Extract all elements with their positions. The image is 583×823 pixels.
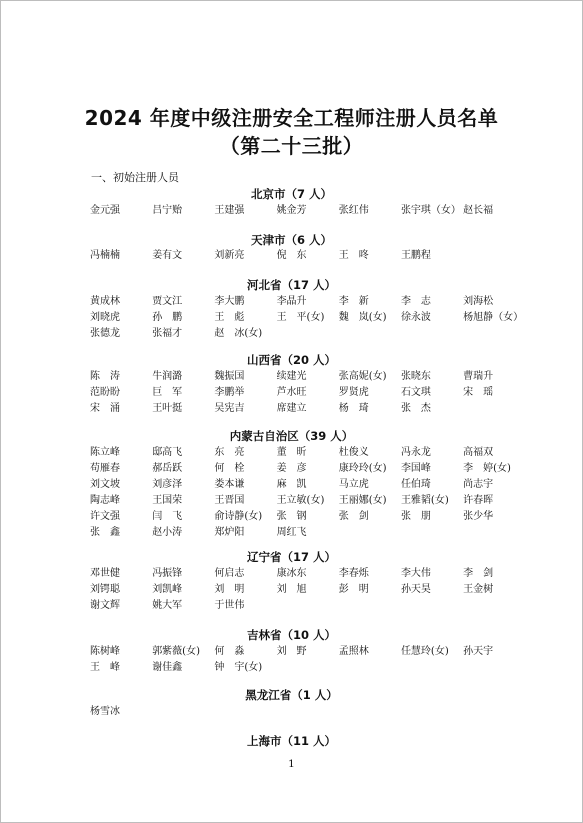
registrant-name: 陈树峰: [90, 646, 120, 657]
registrant-name: 张福才: [152, 328, 183, 339]
registrant-name: 尚志宇: [463, 479, 494, 490]
registrant-name: 高福双: [463, 447, 494, 458]
registrant-name: 陶志峰: [90, 495, 120, 506]
registrant-name: 何 栓: [214, 463, 245, 474]
registrant-name: 张宇琪（女）: [400, 205, 461, 216]
registrant-name: 刘 野: [276, 646, 307, 657]
region-title: 山西省（20 人）: [246, 353, 336, 367]
registrant-name: 何 淼: [214, 646, 245, 657]
names-grid: [90, 644, 540, 676]
registrant-name: 马立虎: [338, 479, 369, 490]
registrant-name: 何启志: [214, 568, 245, 579]
registrant-name: 席建立: [276, 403, 307, 414]
registrant-name: 张 剑: [338, 511, 369, 522]
registrant-name: 麻 凯: [276, 479, 307, 490]
registrant-name: 姜有文: [152, 250, 183, 261]
registrant-name: 范盼盼: [90, 387, 120, 398]
region-title: 内蒙古自治区（39 人）: [229, 429, 354, 443]
registrant-name: 魏振国: [214, 371, 245, 382]
registrant-name: 张 钢: [276, 511, 307, 522]
registrant-name: 刘 旭: [276, 584, 307, 595]
registrant-name: 王雅韬(女): [400, 495, 449, 506]
registrant-name: 赵 冰(女): [214, 328, 263, 339]
registrant-name: 曹瑞升: [463, 371, 494, 382]
registrant-name: 于世伟: [214, 600, 245, 611]
registrant-name: 娄本谦: [214, 479, 245, 490]
registrant-name: 王国荣: [152, 495, 183, 506]
registrant-name: 谢佳鑫: [152, 662, 183, 673]
registrant-name: 王 咚: [338, 250, 369, 261]
registrant-name: 张德龙: [90, 328, 120, 339]
registrant-name: 董 昕: [276, 447, 307, 458]
registrant-name: 郭紫薇(女): [152, 646, 200, 657]
registrant-name: 王 峰: [90, 662, 120, 673]
registrant-name: 李大伟: [400, 568, 431, 579]
registrant-name: 李晶升: [276, 296, 307, 307]
registrant-name: 邓世健: [90, 568, 120, 579]
registrant-name: 郑炉阳: [214, 527, 245, 538]
document-subtitle: （第二十三批）: [219, 134, 364, 158]
registrant-name: 李 剑: [463, 568, 494, 579]
registrant-name: 王鹏程: [400, 250, 431, 261]
names-grid: [90, 566, 540, 614]
registrant-name: 续建光: [276, 371, 307, 382]
registrant-name: 俞诗静(女): [214, 511, 263, 522]
registrant-name: 孙天宇: [463, 646, 494, 657]
registrant-name: 宋 瑶: [463, 387, 494, 398]
registrant-name: 刘 明: [214, 584, 245, 595]
registrant-name: 吴宪吉: [214, 403, 245, 414]
registrant-name: 贾文江: [152, 296, 183, 307]
registrant-name: 周红飞: [276, 527, 307, 538]
registrant-name: 牛润潞: [152, 371, 183, 382]
registrant-name: 王立敏(女): [276, 495, 325, 506]
region-title: 黑龙江省（1 人）: [245, 688, 338, 702]
registrant-name: 张 鑫: [90, 527, 120, 538]
registrant-name: 李国峰: [400, 463, 431, 474]
registrant-name: 姚大军: [152, 600, 183, 611]
registrant-name: 刘海松: [463, 296, 494, 307]
names-grid: [90, 203, 540, 219]
registrant-name: 张 杰: [400, 403, 431, 414]
registrant-name: 苟雁春: [90, 463, 120, 474]
names-grid: [90, 294, 540, 342]
registrant-name: 张高妮(女): [338, 371, 387, 382]
registrant-name: 张 朋: [400, 511, 431, 522]
registrant-name: 钟 宇(女): [214, 662, 263, 673]
registrant-name: 姜 彦: [276, 463, 307, 474]
registrant-name: 杜俊义: [338, 447, 369, 458]
registrant-name: 王 平(女): [276, 312, 325, 323]
registrant-name: 芦水旺: [276, 387, 307, 398]
region-title: 北京市（7 人）: [250, 187, 332, 201]
registrant-name: 金元强: [90, 205, 120, 216]
registrant-name: 张红伟: [338, 205, 369, 216]
registrant-name: 李春烁: [338, 568, 369, 579]
registrant-name: 谢文辉: [90, 600, 120, 611]
registrant-name: 许春晖: [463, 495, 494, 506]
registrant-name: 李 新: [338, 296, 369, 307]
registrant-name: 黄成林: [90, 296, 120, 307]
region-title: 河北省（17 人）: [246, 278, 336, 292]
registrant-name: 徐永波: [400, 312, 431, 323]
registrant-name: 刘文坡: [90, 479, 120, 490]
registrant-name: 吕宁贻: [152, 205, 183, 216]
registrant-name: 孟照林: [338, 646, 369, 657]
registrant-name: 魏 岚(女): [338, 312, 387, 323]
names-grid: [90, 248, 540, 264]
registrant-name: 杨雪冰: [90, 706, 120, 717]
registrant-name: 刘晓虎: [90, 312, 120, 323]
registrant-name: 刘锷聪: [90, 584, 120, 595]
names-grid: [90, 704, 540, 720]
registrant-name: 冯永龙: [400, 447, 431, 458]
registrant-name: 东 亮: [214, 447, 245, 458]
section-heading: 一、初始注册人员: [91, 171, 179, 184]
page-number: 1: [288, 758, 295, 770]
registrant-name: 康冰东: [276, 568, 307, 579]
registrant-name: 倪 东: [276, 250, 307, 261]
registrant-name: 彭 明: [338, 584, 369, 595]
region-title: 天津市（6 人）: [250, 233, 332, 247]
registrant-name: 李 婷(女): [463, 463, 511, 474]
registrant-name: 陈立峰: [90, 447, 120, 458]
registrant-name: 闫 飞: [152, 511, 183, 522]
region-title: 吉林省（10 人）: [246, 628, 336, 642]
names-grid: [90, 445, 540, 541]
registrant-name: 孙 鹏: [152, 312, 183, 323]
registrant-name: 姚金芳: [276, 205, 307, 216]
registrant-name: 邸高飞: [152, 447, 183, 458]
registrant-name: 冯楠楠: [90, 250, 120, 261]
registrant-name: 任伯琦: [400, 479, 431, 490]
registrant-name: 宋 涌: [90, 403, 120, 414]
registrant-name: 刘新亮: [214, 250, 245, 261]
registrant-name: 王金树: [463, 584, 494, 595]
registrant-name: 冯振锋: [152, 568, 183, 579]
registrant-name: 李 志: [400, 296, 431, 307]
registrant-name: 郝岳跃: [152, 463, 183, 474]
registrant-name: 王 彪: [214, 312, 245, 323]
document-title: 2024 年度中级注册安全工程师注册人员名单: [84, 106, 499, 130]
names-grid: [90, 369, 540, 417]
registrant-name: 刘彦泽: [152, 479, 183, 490]
registrant-name: 王建强: [214, 205, 245, 216]
registrant-name: 巨 军: [152, 387, 183, 398]
registrant-name: 孙天昊: [400, 584, 431, 595]
registrant-name: 李鹏举: [214, 387, 245, 398]
registrant-name: 赵长福: [463, 205, 494, 216]
registrant-name: 杨旭静（女）: [463, 312, 524, 323]
registrant-name: 康玲玲(女): [338, 463, 387, 474]
registrant-name: 王丽娜(女): [338, 495, 387, 506]
registrant-name: 赵小涛: [152, 527, 183, 538]
region-title: 上海市（11 人）: [246, 734, 336, 748]
registrant-name: 石文琪: [400, 387, 431, 398]
registrant-name: 任慧玲(女): [400, 646, 449, 657]
registrant-name: 刘凯峰: [152, 584, 183, 595]
registrant-name: 李大鹏: [214, 296, 245, 307]
registrant-name: 杨 琦: [338, 403, 369, 414]
registrant-name: 许文强: [90, 511, 120, 522]
registrant-name: 张晓东: [400, 371, 431, 382]
registrant-name: 王晋国: [214, 495, 245, 506]
registrant-name: 张少华: [463, 511, 494, 522]
registrant-name: 王叶挺: [152, 403, 183, 414]
registrant-name: 罗贤虎: [338, 387, 369, 398]
registrant-name: 陈 涛: [90, 371, 120, 382]
region-title: 辽宁省（17 人）: [246, 550, 336, 564]
